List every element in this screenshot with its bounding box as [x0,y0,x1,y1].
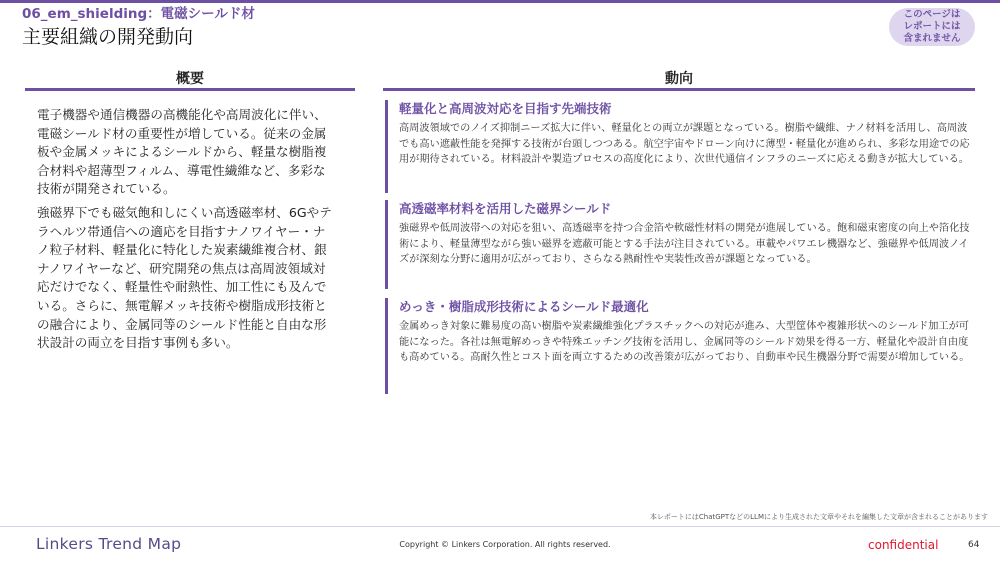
trend-title: めっき・樹脂成形技術によるシールド最適化 [399,299,649,314]
trend-item [385,298,975,394]
page-header [22,5,862,50]
trends-heading-underline [383,88,975,91]
top-accent-line [0,0,1000,3]
llm-disclaimer: 本レポートにはChatGPTなどのLLMにより生成された文章やそれを編集した文章が含まれることがあります [649,513,988,521]
overview-heading-label: 概要 [176,71,204,87]
overview-heading-underline [25,88,355,91]
confidential-label: confidential [868,538,939,552]
overview-paragraph: 電子機器や通信機器の高機能化や高周波化に伴い、電磁シールド材の重要性が増している。従来の金属板や金属メッキによるシールドから、軽量な樹脂複合材料や超薄型フィルム、導電性繊維など、多彩な技術が開発されている。 [37,107,327,197]
trend-body: 金属めっき対象に難易度の高い樹脂や炭素繊維強化プラスチックへの対応が進み、大型筐体や複雑形状へのシールド加工が可能になった。各社は無電解めっきや特殊エッチング技術を活用し、金属同等のシールド効果を得る一方、軽量化や設計自由度も高めている。高耐久性とコスト面を両立するための改善策が広がっており、自動車や民生機器分野で需要が増加している。 [399,321,970,364]
footer-divider [0,526,1000,527]
trend-title: 軽量化と高周波対応を目指す先端技術 [399,101,612,116]
trend-item [385,200,975,289]
overview-heading [25,70,355,88]
page-number: 64 [968,540,980,550]
trend-item [385,100,975,193]
overview-paragraph: 強磁界下でも磁気飽和しにくい高透磁率材、6Gやテラヘルツ帯通信への適応を目指すナノワイヤー・ナノ粒子材料、軽量化に特化した炭素繊維複合材、銀ナノワイヤーなど、研究開発の焦点は高周波領域対応だけでなく、軽量性や耐熱性、加工性にも及んでいる。さらに、無電解メッキ技術や樹脂成形技術との融合により、金属同等のシールド性能と自由な形状設計の両立を目指す事例も多い。 [37,204,332,351]
linkers-logo: Linkers Trend Map [36,535,182,553]
trend-body: 強磁界や低周波帯への対応を狙い、高透磁率を持つ合金箔や軟磁性材料の開発が進展している。飽和磁束密度の向上や箔化技術により、軽量薄型ながら強い磁界を遮蔽可能とする手法が注目されている。車載やパワエレ機器など、強磁界や低周波ノイズが深刻な分野に適用が広がっており、さらなる熱耐性や実装性改善が課題となっている。 [399,223,970,266]
page-title: 主要組織の開発動向 [22,26,194,48]
trends-heading [383,70,975,88]
trends-heading-label: 動向 [665,71,693,87]
copyright-text: Copyright © Linkers Corporation. All rights reserved. [399,540,611,549]
trend-title: 高透磁率材料を活用した磁界シールド [399,201,612,216]
not-in-report-badge: このページは レポートには 含まれません [889,8,975,46]
trend-body: 高周波領域でのノイズ抑制ニーズ拡大に伴い、軽量化との両立が課題となっている。樹脂や繊維、ナノ材料を活用し、高周波でも高い遮蔽性能を発揮する技術が台頭しつつある。航空宇宙やドローン向けに薄型・軽量化が進められ、多彩な用途での応用が期待されている。材料設計や製造プロセスの高度化により、次世代通信インフラのニーズに応える動きが拡大している。 [399,123,970,166]
overview-text [37,106,332,358]
section-code: 06_em_shielding：電磁シールド材 [22,6,255,22]
